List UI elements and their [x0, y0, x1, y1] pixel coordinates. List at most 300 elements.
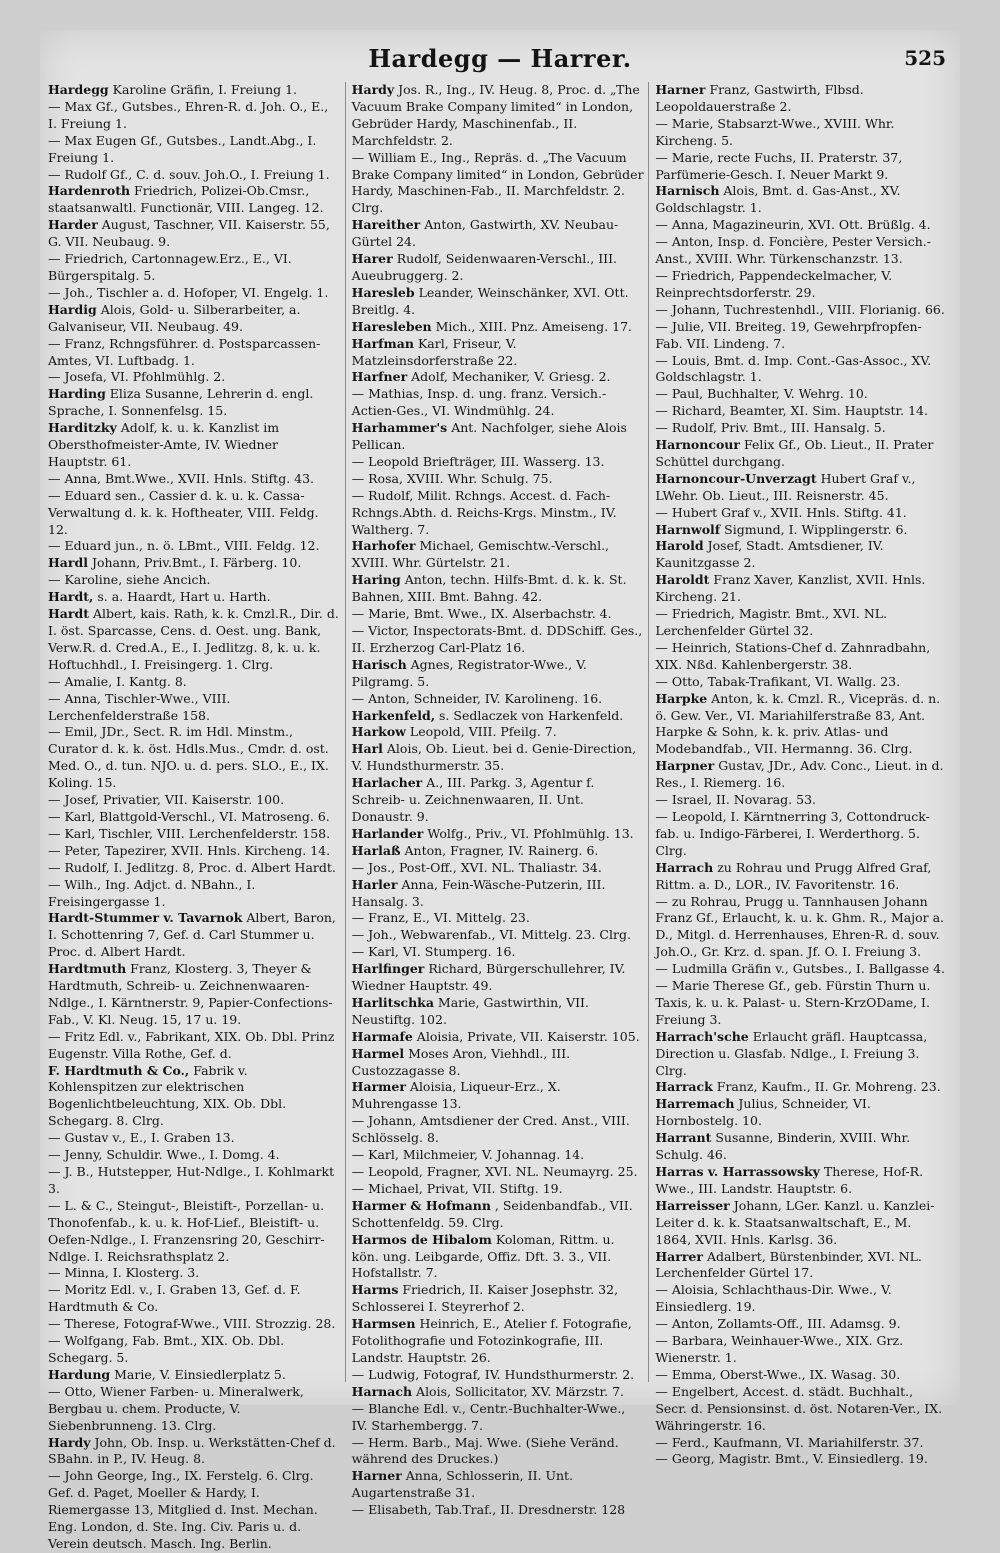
entry-details: Franz Xaver, Kanzlist, XVII. Hnls. Kircheng. 21. [655, 572, 926, 605]
directory-entry [655, 183, 948, 217]
entry-surname: Harkow [351, 724, 406, 740]
entry-details: Marie, Gastwirthin, VII. Neustiftg. 102. [351, 994, 589, 1027]
entry-surname: Harmafe [351, 1028, 413, 1044]
entry-details: Franz, Gastwirth, Flbsd. Leopoldauerstraße 2. [655, 82, 864, 114]
entry-details: Susanne, Binderin, XVIII. Whr. Schulg. 46. [655, 1130, 911, 1163]
entry-details: — Karl, VI. Stumperg. 16. [351, 944, 516, 960]
directory-entry [48, 1384, 341, 1435]
entry-surname: F. Hardtmuth & Co., [48, 1062, 190, 1078]
entry-surname: Haresleben [351, 318, 432, 334]
directory-entry [655, 606, 948, 640]
entry-details: — Anna, Magazineurin, XVI. Ott. Brüßlg. 4. [655, 217, 931, 233]
entry-surname: Harfner [351, 369, 408, 385]
entry-details: Franz, Klosterg. 3, Theyer & Hardtmuth, Schreib- u. Zeichnenwaaren-Ndlge., I. Kärntnerstr. 9, Papier-Confections-Fab., V. Kl. Neug. 15, 17 u. 19. [48, 961, 333, 1027]
entry-details: — Fritz Edl. v., Fabrikant, XIX. Ob. Dbl. Prinz Eugenstr. Villa Rothe, Gef. d. [48, 1028, 335, 1061]
directory-entry [48, 961, 341, 1029]
directory-entry [352, 1384, 645, 1401]
entry-details: Adolf, Mechaniker, V. Griesg. 2. [407, 369, 611, 385]
entry-details: Hubert Graf v., LWehr. Ob. Lieut., III. Reisnerstr. 45. [655, 470, 916, 503]
directory-entry [352, 1435, 645, 1469]
directory-entry [48, 589, 341, 606]
entry-details: Julius, Schneider, VI. Hornbostelg. 10. [655, 1096, 871, 1129]
entry-details: Heinrich, E., Atelier f. Fotografie, Fotolithografie und Fotozinkografie, III. Landstr. Hauptstr. 26. [351, 1316, 632, 1365]
entry-details: Eliza Susanne, Lehrerin d. engl. Sprache, I. Sonnenfelsg. 15. [48, 386, 314, 419]
entry-surname: Harkenfeld, [351, 707, 436, 723]
column-3 [655, 82, 952, 1467]
entry-details: zu Rohrau und Prugg Alfred Graf, Rittm. a. D., LOR., IV. Favoritenstr. 16. [655, 859, 932, 892]
directory-entry [655, 150, 948, 184]
entry-details: — Aloisia, Schlachthaus-Dir. Wwe., V. Einsiedlerg. 19. [655, 1282, 892, 1315]
entry-surname: Harmer [351, 1079, 406, 1095]
entry-details: August, Taschner, VII. Kaiserstr. 55, G. VII. Neubaug. 9. [48, 217, 330, 250]
entry-details: — Emil, JDr., Sect. R. im Hdl. Minstm., Curator d. k. k. öst. Hdls.Mus., Cmdr. d. ost. Med. O., d. tun. NJO. u. d. pers. SLO., E., IX. Koling. 15. [48, 724, 329, 791]
entry-details: Ant. Nachfolger, siehe Alois Pellican. [351, 420, 627, 453]
entry-details: — Otto, Wiener Farben- u. Mineralwerk, Bergbau u. chem. Producte, V. Siebenbrunneng. 13. Clrg. [48, 1383, 304, 1433]
entry-details: — Jos., Post-Off., XVI. NL. Thaliastr. 34. [351, 859, 602, 875]
directory-entry [352, 741, 645, 775]
directory-entry [352, 860, 645, 877]
directory-entry [352, 1401, 645, 1435]
directory-entry [352, 1282, 645, 1316]
directory-entry [352, 1079, 645, 1113]
directory-entry [655, 758, 948, 792]
entry-surname: Harer [351, 251, 393, 267]
directory-entry [352, 623, 645, 657]
entry-surname: Hardt-Stummer v. Tavarnok [48, 910, 243, 926]
entry-details: — Minna, I. Klosterg. 3. [48, 1265, 200, 1281]
entry-details: — Elisabeth, Tab.Traf., II. Dresdnerstr. 128 [351, 1502, 626, 1518]
directory-entry [655, 234, 948, 268]
entry-details: John, Ob. Insp. u. Werkstätten-Chef d. SBahn. in P., IV. Heug. 8. [48, 1434, 336, 1467]
directory-entry [48, 843, 341, 860]
directory-entry [352, 1164, 645, 1181]
entry-details: Anton, k. k. Cmzl. R., Vicepräs. d. n. ö. Gew. Ver., VI. Mariahilferstraße 83, Ant. Harpke & Sohn, k. k. priv. Atlas- und Modebandfab., VII. Hermanng. 36. Clrg. [655, 690, 941, 757]
entry-surname: Harremach [655, 1096, 735, 1112]
entry-details: — Friedrich, Magistr. Bmt., XVI. NL. Lerchenfelder Gürtel 32. [655, 606, 888, 638]
directory-entry [48, 1164, 341, 1198]
entry-surname: Hardenroth [48, 183, 131, 199]
directory-entry [48, 792, 341, 809]
entry-details: — Josefa, VI. Pfohlmühlg. 2. [48, 369, 226, 385]
entry-details: Aloisia, Private, VII. Kaiserstr. 105. [412, 1028, 640, 1044]
entry-surname: Haroldt [655, 572, 710, 588]
directory-entry [655, 1130, 948, 1164]
directory-entry [48, 369, 341, 386]
entry-details: — John George, Ing., IX. Ferstelg. 6. Clrg. Gef. d. Paget, Moeller & Hardy, I. Riemergasse 13, Mitglied d. Inst. Mechan. Eng. London, d. Ste. Ing. Civ. Paris u. d. Verein deutsch. Masch. Ing. Berlin. [48, 1468, 318, 1551]
entry-details: — Barbara, Weinhauer-Wwe., XIX. Grz. Wienerstr. 1. [655, 1333, 904, 1365]
entry-details: , Seidenbandfab., VII. Schottenfeldg. 59. Clrg. [351, 1197, 633, 1230]
directory-entry [48, 606, 341, 674]
entry-details: — Leopold, I. Kärntnerring 3, Cottondruck-fab. u. Indigo-Färberei, I. Werderthorg. 5. Clrg. [655, 808, 930, 858]
directory-entry [48, 1367, 341, 1384]
entry-details: Fabrik v. Kohlenspitzen zur elektrischen Bogenlichtbeleuchtung, XIX. Ob. Dbl. Schegarg. 8. Clrg. [48, 1062, 287, 1129]
entry-surname: Harl [351, 741, 383, 757]
entry-surname: Hardt [48, 606, 90, 622]
entry-details: — Heinrich, Stations-Chef d. Zahnradbahn, XIX. Nßd. Kahlenbergerstr. 38. [655, 639, 931, 672]
entry-details: Jos. R., Ing., IV. Heug. 8, Proc. d. „The Vacuum Brake Company limited“ in London, Gebrüder Hardy, Maschinenfab., II. Marchfeldstr. 2. [351, 82, 640, 148]
directory-entry [655, 1249, 948, 1283]
entry-details: — zu Rohrau, Prugg u. Tannhausen Johann Franz Gf., Erlaucht, k. u. k. Ghm. R., Major a. D., Mitgl. d. Herrenhauses, Ehren-R. d. souv. Joh.O., Gr. Krz. d. span. Jf. O. I. Freiung 3. [655, 893, 944, 960]
entry-details: — Johann, Amtsdiener der Cred. Anst., VIII. Schlösselg. 8. [351, 1113, 630, 1146]
entry-surname: Harras v. Harrassowsky [655, 1164, 820, 1179]
entry-details: s. Sedlaczek von Harkenfeld. [435, 707, 624, 723]
directory-entry [48, 420, 341, 471]
entry-details: Alois, Sollicitator, XV. Märzstr. 7. [412, 1383, 625, 1399]
entry-details: — Friedrich, Pappendeckelmacher, V. Reinprechtsdorferstr. 29. [655, 267, 893, 300]
directory-entry [352, 251, 645, 285]
entry-details: — Anton, Schneider, IV. Karolineng. 16. [351, 690, 603, 706]
directory-entry [48, 826, 341, 843]
entry-surname: Harler [351, 876, 398, 892]
directory-entry [352, 1232, 645, 1283]
entry-surname: Haring [351, 572, 401, 588]
entry-surname: Harrant [655, 1130, 712, 1146]
entry-surname: Harrach'sche [655, 1028, 749, 1044]
entry-surname: Hardy [351, 82, 395, 97]
directory-entry [655, 1198, 948, 1249]
entry-details: — Marie, recte Fuchs, II. Praterstr. 37, Parfümerie-Gesch. I. Neuer Markt 9. [655, 149, 903, 182]
directory-entry [655, 116, 948, 150]
directory-entry [352, 336, 645, 370]
directory-entry [48, 691, 341, 725]
directory-entry [655, 1316, 948, 1333]
directory-entry [48, 183, 341, 217]
directory-entry [352, 961, 645, 995]
directory-entry [655, 894, 948, 962]
entry-details: — Friedrich, Cartonnagew.Erz., E., VI. Bürgerspitalg. 5. [48, 251, 292, 283]
entry-surname: Harner [655, 82, 706, 97]
directory-entry [352, 826, 645, 843]
entry-details: Marie, V. Einsiedlerplatz 5. [110, 1366, 286, 1382]
directory-entry [352, 1367, 645, 1384]
directory-entry [655, 353, 948, 387]
directory-entry [48, 860, 341, 877]
directory-entry [48, 1198, 341, 1266]
entry-details: — Georg, Magistr. Bmt., V. Einsiedlerg. 19. [655, 1451, 928, 1467]
directory-entry [352, 217, 645, 251]
entry-surname: Harfman [351, 335, 414, 351]
entry-surname: Harrach [655, 859, 714, 875]
entry-surname: Hardegg [48, 82, 109, 97]
entry-surname: Harlitschka [351, 994, 434, 1010]
entry-surname: Harnwolf [655, 521, 721, 537]
entry-surname: Harlfinger [351, 961, 425, 977]
directory-entry [48, 386, 341, 420]
entry-surname: Harditzky [48, 420, 117, 436]
directory-entry [352, 471, 645, 488]
entry-details: — Karl, Blattgold-Verschl., VI. Matroseng. 6. [48, 808, 330, 824]
entry-details: — Louis, Bmt. d. Imp. Cont.-Gas-Assoc., XV. Goldschlagstr. 1. [655, 352, 932, 385]
entry-surname: Harnisch [655, 183, 720, 199]
entry-details: — Leopold, Fragner, XVI. NL. Neumayrg. 25. [351, 1164, 638, 1179]
entry-surname: Harding [48, 386, 106, 402]
entry-details: — Paul, Buchhalter, V. Wehrg. 10. [655, 386, 868, 402]
entry-details: Michael, Gemischtw.-Verschl., XVIII. Whr. Gürtelstr. 21. [351, 538, 610, 571]
directory-entry [352, 1046, 645, 1080]
directory-entry [48, 302, 341, 336]
entry-details: Alois, Gold- u. Silberarbeiter, a. Galvaniseur, VII. Neubaug. 49. [48, 301, 301, 334]
directory-entry [48, 1147, 341, 1164]
directory-entry [655, 403, 948, 420]
directory-entry [48, 1282, 341, 1316]
entry-details: — Max Gf., Gutsbes., Ehren-R. d. Joh. O., E., I. Freiung 1. [48, 98, 329, 131]
directory-entry [48, 1333, 341, 1367]
entry-details: — Wilh., Ing. Adjct. d. NBahn., I. Freisingergasse 1. [48, 876, 256, 909]
entry-details: — Jenny, Schuldir. Wwe., I. Domg. 4. [48, 1147, 280, 1163]
entry-details: — Wolfgang, Fab. Bmt., XIX. Ob. Dbl. Schegarg. 5. [48, 1333, 285, 1365]
directory-entry [655, 268, 948, 302]
entry-surname: Hardt, [48, 589, 94, 605]
directory-entry [48, 1265, 341, 1282]
entry-details: — Karoline, siehe Ancich. [48, 572, 211, 588]
directory-entry [48, 809, 341, 826]
directory-entry [48, 285, 341, 302]
entry-details: Gustav, JDr., Adv. Conc., Lieut. in d. Res., I. Riemerg. 16. [655, 758, 944, 791]
directory-entry [48, 1468, 341, 1553]
entry-details: — Max Eugen Gf., Gutsbes., Landt.Abg., I. Freiung 1. [48, 132, 317, 165]
entry-details: Adolf, k. u. k. Kanzlist im Obersthofmeister-Amte, IV. Wiedner Hauptstr. 61. [48, 420, 280, 469]
entry-details: Alois, Ob. Lieut. bei d. Genie-Direction, V. Hundsthurmerstr. 35. [351, 741, 637, 774]
directory-entry [655, 674, 948, 691]
entry-details: — Rosa, XVIII. Whr. Schulg. 75. [351, 470, 553, 486]
entry-details: Albert, Baron, I. Schottenring 7, Gef. d. Carl Stummer u. Proc. d. Albert Hardt. [48, 910, 336, 960]
entry-details: Johann, Priv.Bmt., I. Färberg. 10. [87, 555, 302, 571]
directory-entry [352, 1181, 645, 1198]
entry-details: Leopold, VIII. Pfeilg. 7. [405, 724, 557, 740]
page-number: 525 [904, 46, 946, 70]
entry-details: — Israel, II. Novarag. 53. [655, 792, 816, 808]
directory-entry [655, 505, 948, 522]
directory-entry [655, 860, 948, 894]
entry-surname: Hardung [48, 1366, 111, 1382]
entry-details: Alois, Bmt. d. Gas-Anst., XV. Goldschlagstr. 1. [655, 183, 901, 216]
entry-details: — Karl, Milchmeier, V. Johannag. 14. [351, 1147, 585, 1163]
directory-entry [352, 1198, 645, 1232]
entry-details: — Joh., Tischler a. d. Hofoper, VI. Engelg. 1. [48, 284, 329, 300]
entry-surname: Hareither [351, 217, 421, 233]
directory-entry [352, 606, 645, 623]
directory-entry [48, 471, 341, 488]
entry-details: Franz, Kaufm., II. Gr. Mohreng. 23. [712, 1079, 941, 1095]
entry-surname: Harpner [655, 758, 715, 774]
directory-entry [352, 420, 645, 454]
entry-details: — Rudolf, I. Jedlitzg. 8, Proc. d. Albert Hardt. [48, 859, 336, 875]
entry-surname: Hardy [48, 1434, 91, 1450]
entry-details: Erlaucht gräfl. Hauptcassa, Direction u. Glasfab. Ndlge., I. Freiung 3. Clrg. [655, 1028, 928, 1078]
directory-entry [655, 640, 948, 674]
directory-entry [352, 927, 645, 944]
directory-entry [48, 674, 341, 691]
entry-details: Koloman, Rittm. u. kön. ung. Leibgarde, Offiz. Dft. 3. 3., VII. Hofstallstr. 7. [351, 1231, 615, 1281]
directory-entry [655, 217, 948, 234]
entry-details: — Therese, Fotograf-Wwe., VIII. Strozzig. 28. [48, 1316, 336, 1332]
entry-details: Anton, Fragner, IV. Rainerg. 6. [400, 842, 599, 858]
directory-entry [352, 1316, 645, 1367]
entry-surname: Harlaß [351, 842, 401, 858]
entry-details: — Herm. Barb., Maj. Wwe. (Siehe Veränd. während des Druckes.) [351, 1434, 619, 1467]
directory-entry [48, 1130, 341, 1147]
entry-details: — Karl, Tischler, VIII. Lerchenfelderstr. 158. [48, 825, 331, 841]
directory-entry [352, 538, 645, 572]
entry-details: Albert, kais. Rath, k. k. Cmzl.R., Dir. d. I. öst. Sparcasse, Cens. d. Oest. ung. Bank, Verw.R. d. Cred.A., E., I. Jedlitzg. 8, k. u. k. Hoftuchhdl., I. Freisingerg. 1. Clrg. [48, 606, 339, 672]
entry-surname: Harnach [351, 1383, 413, 1399]
entry-surname: Haresleb [351, 284, 415, 300]
directory-entry [352, 572, 645, 606]
directory-entry [655, 1029, 948, 1080]
entry-details: — Anton, Zollamts-Off., III. Adamsg. 9. [655, 1316, 901, 1332]
directory-entry [48, 217, 341, 251]
directory-entry [352, 877, 645, 911]
entry-surname: Harold [655, 538, 704, 554]
entry-details: Anna, Fein-Wäsche-Putzerin, III. Hansalg. 3. [351, 876, 606, 909]
entry-details: — Engelbert, Accest. d. städt. Buchhalt., Secr. d. Pensionsinst. d. öst. Notaren-Ver., IX. Währingerstr. 16. [655, 1383, 943, 1433]
directory-entry [655, 1282, 948, 1316]
directory-entry [655, 319, 948, 353]
entry-surname: Harmos de Hibalom [351, 1231, 492, 1247]
entry-details: Rudolf, Seidenwaaren-Verschl., III. Aueubruggerg. 2. [351, 251, 617, 283]
directory-entry [48, 82, 341, 99]
directory-entry [655, 386, 948, 403]
directory-entry [655, 792, 948, 809]
entry-details: — Ludwig, Fotograf, IV. Hundsthurmerstr. 2. [351, 1366, 635, 1382]
entry-details: Richard, Bürgerschullehrer, IV. Wiedner Hauptstr. 49. [351, 961, 626, 994]
directory-entry [352, 454, 645, 471]
entry-surname: Harreisser [655, 1197, 730, 1213]
entry-details: — Victor, Inspectorats-Bmt. d. DDSchiff. Ges., II. Erzherzog Carl-Platz 16. [351, 623, 643, 655]
directory-entry [352, 995, 645, 1029]
entry-details: — Anna, Tischler-Wwe., VIII. Lerchenfelderstraße 158. [48, 690, 231, 723]
directory-entry [48, 488, 341, 539]
directory-entry [352, 319, 645, 336]
entry-surname: Harder [48, 217, 98, 233]
entry-details: Karl, Friseur, V. Matzleinsdorferstraße 22. [351, 335, 518, 368]
entry-surname: Hardl [48, 555, 88, 571]
directory-entry [655, 82, 948, 116]
directory-entry [655, 1079, 948, 1096]
entry-columns [48, 82, 952, 1551]
directory-entry [48, 251, 341, 285]
directory-entry [352, 285, 645, 319]
entry-details: — J. B., Hutstepper, Hut-Ndlge., I. Kohlmarkt 3. [48, 1164, 335, 1196]
column-1 [48, 82, 346, 1551]
directory-entry [352, 944, 645, 961]
entry-surname: Harrer [655, 1248, 703, 1264]
directory-entry [655, 1164, 948, 1198]
directory-entry [655, 961, 948, 978]
directory-entry [655, 1367, 948, 1384]
directory-entry [48, 1029, 341, 1063]
entry-details: — Franz, E., VI. Mittelg. 23. [351, 910, 530, 926]
entry-details: Agnes, Registrator-Wwe., V. Pilgramg. 5. [351, 656, 587, 689]
directory-entry [352, 1113, 645, 1147]
directory-entry [48, 1063, 341, 1131]
directory-entry [655, 302, 948, 319]
directory-entry [48, 877, 341, 911]
directory-entry [352, 1468, 645, 1502]
entry-surname: Harnoncour-Unverzagt [655, 470, 817, 486]
entry-surname: Harpke [655, 690, 708, 706]
entry-surname: Harlacher [351, 775, 423, 791]
entry-details: Josef, Stadt. Amtsdiener, IV. Kaunitzgasse 2. [655, 538, 884, 571]
entry-details: — Josef, Privatier, VII. Kaiserstr. 100. [48, 792, 285, 808]
entry-details: Felix Gf., Ob. Lieut., II. Prater Schüttel durchgang. [655, 437, 934, 469]
entry-details: — Moritz Edl. v., I. Graben 13, Gef. d. F. Hardtmuth & Co. [48, 1282, 301, 1315]
entry-details: — Emma, Oberst-Wwe., IX. Wasag. 30. [655, 1366, 901, 1382]
directory-entry [352, 488, 645, 539]
entry-details: — Ludmilla Gräfin v., Gutsbes., I. Ballgasse 4. [655, 961, 946, 977]
directory-entry [655, 572, 948, 606]
entry-details: — Anna, Bmt.Wwe., XVII. Hnls. Stiftg. 43. [48, 470, 315, 486]
entry-surname: Hardig [48, 301, 97, 317]
entry-details: — Amalie, I. Kantg. 8. [48, 673, 187, 689]
directory-entry [655, 538, 948, 572]
entry-details: Anton, techn. Hilfs-Bmt. d. k. k. St. Bahnen, XIII. Bmt. Bahng. 42. [351, 572, 627, 605]
entry-surname: Harms [351, 1282, 399, 1298]
entry-details: — Eduard sen., Cassier d. k. u. k. Cassa-Verwaltung d. k. k. Hoftheater, VIII. Feldg. 12. [48, 487, 319, 537]
directory-entry [48, 1316, 341, 1333]
directory-entry [352, 708, 645, 725]
entry-details: — Johann, Tuchrestenhdl., VIII. Florianig. 66. [655, 301, 945, 317]
column-2 [351, 82, 650, 1518]
entry-details: — Franz, Rchngsführer. d. Postsparcassen-Amtes, VI. Luftbadg. 1. [48, 335, 321, 368]
directory-entry [655, 1384, 948, 1435]
entry-details: — Anton, Insp. d. Foncière, Pester Versich.-Anst., XVIII. Whr. Türkenschanzstr. 13. [655, 234, 931, 267]
entry-surname: Harrack [655, 1079, 713, 1095]
entry-details: — William E., Ing., Repräs. d. „The Vacuum Brake Company limited“ in London, Gebrüder Hardy, Maschinen-Fab., II. Marchfeldstr. 2. Clrg. [351, 149, 644, 216]
entry-details: — Marie, Bmt. Wwe., IX. Alserbachstr. 4. [351, 606, 612, 622]
directory-entry [48, 538, 341, 555]
entry-surname: Hardtmuth [48, 961, 127, 977]
entry-surname: Harmel [351, 1045, 405, 1061]
directory-entry [352, 724, 645, 741]
entry-details: Adalbert, Bürstenbinder, XVI. NL. Lerchenfelder Gürtel 17. [655, 1248, 922, 1281]
directory-entry [352, 843, 645, 860]
entry-details: Moses Aron, Viehhdl., III. Custozzagasse 8. [351, 1045, 571, 1078]
entry-details: Sigmund, I. Wipplingerstr. 6. [720, 521, 908, 537]
directory-entry [655, 471, 948, 505]
entry-details: — Otto, Tabak-Trafikant, VI. Wallg. 23. [655, 673, 901, 689]
entry-details: — Peter, Tapezirer, XVII. Hnls. Kircheng. 14. [48, 842, 331, 858]
directory-entry [48, 1435, 341, 1469]
entry-surname: Harhammer's [351, 420, 448, 436]
entry-details: Anton, Gastwirth, XV. Neubau-Gürtel 24. [351, 217, 619, 250]
entry-details: — L. & C., Steingut-, Bleistift-, Porzellan- u. Thonofenfab., k. u. k. Hof-Lief., Bleistift- u. Oefen-Ndlge., I. Franzensring 20, Geschirr-Ndlge. I. Reichsrathsplatz 2. [48, 1197, 325, 1264]
entry-details: — Rudolf Gf., C. d. souv. Joh.O., I. Freiung 1. [48, 166, 330, 182]
entry-details: Johann, LGer. Kanzl. u. Kanzlei-Leiter d. k. k. Staatsanwaltschaft, E., M. 1864, XVII. Hnls. Karlsg. 36. [655, 1197, 935, 1247]
page-header [40, 40, 960, 80]
directory-entry [655, 1096, 948, 1130]
entry-surname: Harmer & Hofmann [351, 1197, 491, 1213]
entry-details: Aloisia, Liqueur-Erz., X. Muhrengasse 13. [351, 1079, 561, 1112]
entry-details: — Rudolf, Priv. Bmt., III. Hansalg. 5. [655, 420, 886, 436]
entry-details: — Hubert Graf v., XVII. Hnls. Stiftg. 41. [655, 504, 907, 520]
directory-entry [352, 369, 645, 386]
directory-entry [352, 691, 645, 708]
entry-details: Therese, Hof-R. Wwe., III. Landstr. Hauptstr. 6. [655, 1164, 924, 1196]
directory-entry [48, 910, 341, 961]
entry-details: Friedrich, Polizei-Ob.Cmsr., staatsanwaltl. Functionär, VIII. Langeg. 12. [48, 183, 324, 216]
entry-details: — Richard, Beamter, XI. Sim. Hauptstr. 14. [655, 403, 928, 419]
entry-details: — Leopold Briefträger, III. Wasserg. 13. [351, 453, 605, 469]
entry-details: — Marie Therese Gf., geb. Fürstin Thurn u. Taxis, k. u. k. Palast- u. Stern-KrzODame, I. Freiung 3. [655, 978, 931, 1027]
entry-details: Karoline Gräfin, I. Freiung 1. [108, 82, 298, 97]
entry-details: Anna, Schlosserin, II. Unt. Augartenstraße 31. [351, 1468, 574, 1501]
directory-entry [655, 978, 948, 1029]
entry-details: — Julie, VII. Breiteg. 19, Gewehrpfropfen-Fab. VII. Lindeng. 7. [655, 318, 922, 351]
entry-surname: Harhofer [351, 538, 416, 554]
directory-entry [352, 386, 645, 420]
directory-entry [655, 1451, 948, 1468]
